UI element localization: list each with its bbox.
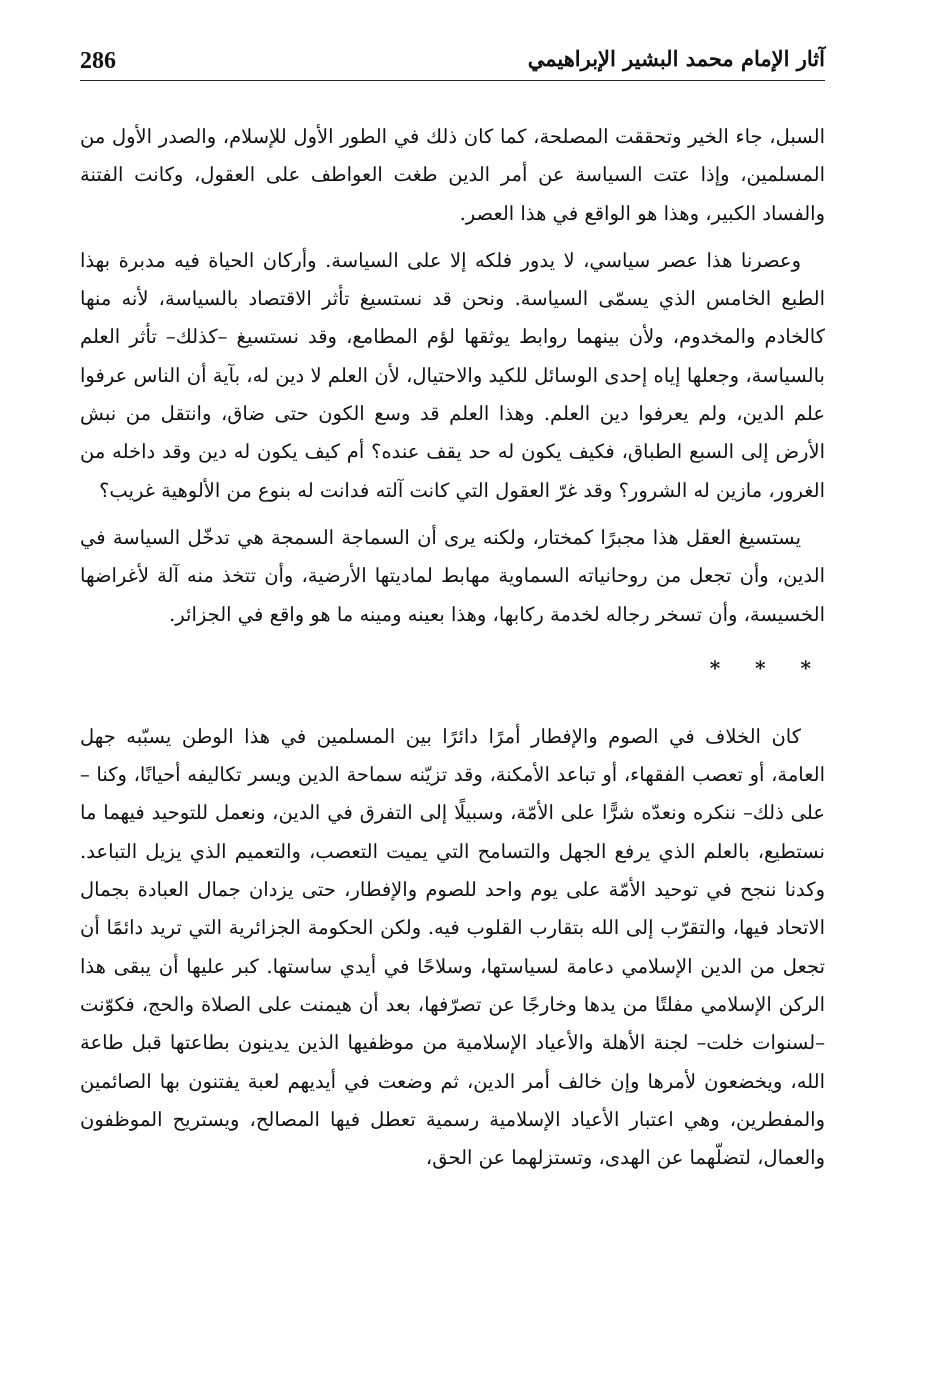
body-text	[80, 118, 825, 1186]
running-title: آثار الإمام محمد البشير الإبراهيمي	[527, 46, 825, 71]
section-divider: * * *	[709, 655, 825, 680]
paragraph: كان الخلاف في الصوم والإفطار أمرًا دائرًا بين المسلمين في هذا الوطن يسبّبه جهل العامة، أو تعصب الفقهاء، أو تباعد الأمكنة، وقد تزيّنه سماحة الدين ويسر تكاليفه أحيانًا، وكنا –على ذلك– ننكره ونعدّه شرًّا على الأمّة، وسبيلًا إلى التفرق في الدين، ونعمل للتوحيد فيهما ما نستطيع، بالعلم الذي يرفع الجهل والتسامح التي يميت التعصب، والتعميم الذي يزيل التباعد. وكدنا ننجح في توحيد الأمّة على يوم واحد للصوم والإفطار، حتى يزدان جمال العبادة بجمال الاتحاد فيها، والتقرّب إلى الله بتقارب القلوب فيه. ولكن الحكومة الجزائرية التي تريد دائمًا أن تجعل من الدين الإسلامي دعامة لسياستها، وسلاحًا في أيدي ساستها. كبر عليها أن يبقى هذا الركن الإسلامي مفلتًا من يدها وخارجًا عن تصرّفها، بعد أن هيمنت على الصلاة والحج، فكوّنت –لسنوات خلت– لجنة الأهلة والأعياد الإسلامية من موظفيها الذين يدينون بطاعتها قبل طاعة الله، ويخضعون لأمرها وإن خالف أمر الدين، ثم وضعت في أيديهم لعبة يفتنون بها الصائمين والمفطرين، وهي اعتبار الأعياد الإسلامية رسمية تعطل فيها المصالح، ويستريح الموظفون والعمال، لتضلّهما عن الهدى، وتستزلهما عن الحق،	[80, 724, 825, 1170]
page-header	[80, 46, 825, 86]
paragraph-continued: السبل، جاء الخير وتحققت المصلحة، كما كان ذلك في الطور الأول للإسلام، والصدر الأول من المسلمين، وإذا عتت السياسة عن أمر الدين طغت العواطف على العقول، وكانت الفتنة والفساد الكبير، وهذا هو الواقع في هذا العصر.	[80, 125, 825, 225]
header-rule	[80, 80, 825, 81]
paragraph: وعصرنا هذا عصر سياسي، لا يدور فلكه إلا على السياسة. وأركان الحياة فيه مدبرة بهذا الطبع الخامس الذي يسمّى السياسة. ونحن قد نستسيغ تأثر الاقتصاد بالسياسة، لأنه منها كالخادم والمخدوم، ولأن بينهما روابط يوثقها لؤم المطامع، وقد نستسيغ –كذلك– تأثر العلم بالسياسة، وجعلها إياه إحدى الوسائل للكيد والاحتيال، لأن العلم لا دين له، بآية أن الناس عرفوا علم الدين، ولم يعرفوا دين العلم. وهذا العلم قد وسع الكون حتى ضاق، وانتقل من نبش الأرض إلى السبع الطباق، فكيف يكون له حد يقف عنده؟ أم كيف يكون له دين وقد داخله من الغرور، مازين له الشرور؟ وقد غرّ العقول التي كانت آلته فدانت له بنوع من الألوهية غريب؟	[80, 248, 825, 502]
page-number: 286	[80, 48, 116, 74]
paragraph: يستسيغ العقل هذا مجبرًا كمختار، ولكنه يرى أن السماجة السمجة هي تدخّل السياسة في الدين، وأن تجعل من روحانياته السماوية مهابط لماديتها الأرضية، وأن تتخذ منه آلة لأغراضها الخسيسة، وأن تسخر رجاله لخدمة ركابها، وهذا بعينه ومينه ما هو واقع في الجزائر.	[80, 525, 825, 626]
